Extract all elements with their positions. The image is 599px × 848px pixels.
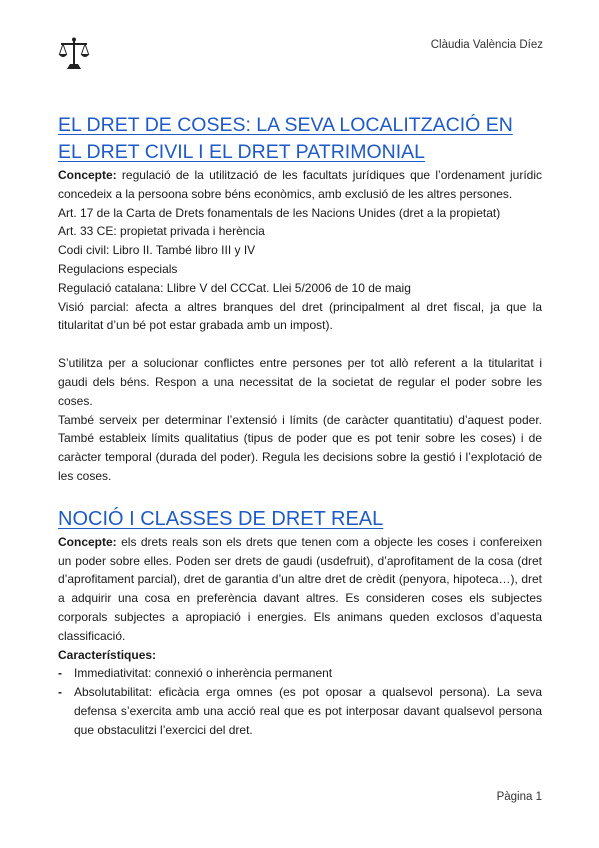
section-title-nocio-classes: NOCIÓ I CLASSES DE DRET REAL	[58, 507, 384, 530]
concepte-label: Concepte:	[58, 168, 117, 182]
concepte-paragraph	[58, 166, 542, 204]
body-paragraph: També serveix per determinar l’extensió i límits (de caràcter quantitatiu) d’aquest poder. També estableix límits qualitatius (tipus de poder que es pot tenir sobre les coses) i de caràcter temporal (durada del poder). Regula les decisions sobre la gestió i l’explotació de les coses.	[58, 412, 542, 483]
page-number: Pàgina 1	[496, 791, 542, 803]
section-title-dret-de-coses: EL DRET DE COSES: LA SEVA LOCALITZACIÓ EN EL DRET CIVIL I EL DRET PATRIMONIAL	[58, 114, 513, 163]
body-paragraph: S’utilitza per a solucionar conflictes entre persones per tot allò referent a la titularitat i gaudi dels béns. Respon a una necessitat de la societat de regular el poder sobre les coses.	[58, 356, 542, 408]
scales-of-justice-icon	[58, 36, 90, 70]
list-item: - Immediativitat: connexió o inherència permanent	[58, 664, 542, 683]
text-line: Codi civil: Libro II. També libro III y IV	[58, 243, 256, 258]
concepte-label: Concepte:	[58, 534, 117, 549]
text-line: Regulacions especials	[58, 261, 178, 276]
text-line: Art. 17 de la Carta de Drets fonamentals de les Nacions Unides (dret a la propietat)	[58, 205, 501, 220]
caracteristiques-heading: Característiques:	[58, 647, 157, 662]
list-item: - Absolutabilitat: eficàcia erga omnes (es pot oposar a qualsevol persona). La seva defensa s’exercita amb una acció real que es pot interposar davant qualsevol persona que obstaculitzi l’exercici del dret.	[58, 683, 542, 739]
concepte-paragraph	[58, 533, 542, 646]
text-line: Art. 33 CE: propietat privada i herència	[58, 224, 265, 239]
document-body	[58, 112, 542, 740]
concepte-text: els drets reals son els drets que tenen com a objecte les coses i confereixen un poder sobre elles. Poden ser drets de gaudi (usdefruit), d’aprofitament de la cosa (dret d’aprofitament parcial), dret de garantia d’un altre dret de crèdit (penyora, hipoteca…), dret a adquirir una cosa en preferència davant altres. Es consideren coses els subjectes corporals subjectes a apropiació i energies. Els animans queden exclosos d’aquesta classificació.	[58, 534, 542, 643]
concepte-text: regulació de la utilització de les facultats jurídiques que l’ordenament jurídic concedeix a la persoona sobre béns econòmics, amb exclusió de les altres persones.	[58, 168, 542, 201]
caracteristiques-list	[58, 664, 542, 739]
author-name: Clàudia València Díez	[430, 39, 543, 51]
text-line: Regulació catalana: Llibre V del CCCat. Llei 5/2006 de 10 de maig	[58, 280, 411, 295]
text-line: Visió parcial: afecta a altres branques del dret (principalment al dret fiscal, ja que la titularitat d’un bé pot estar grabada amb un impost).	[58, 299, 542, 333]
